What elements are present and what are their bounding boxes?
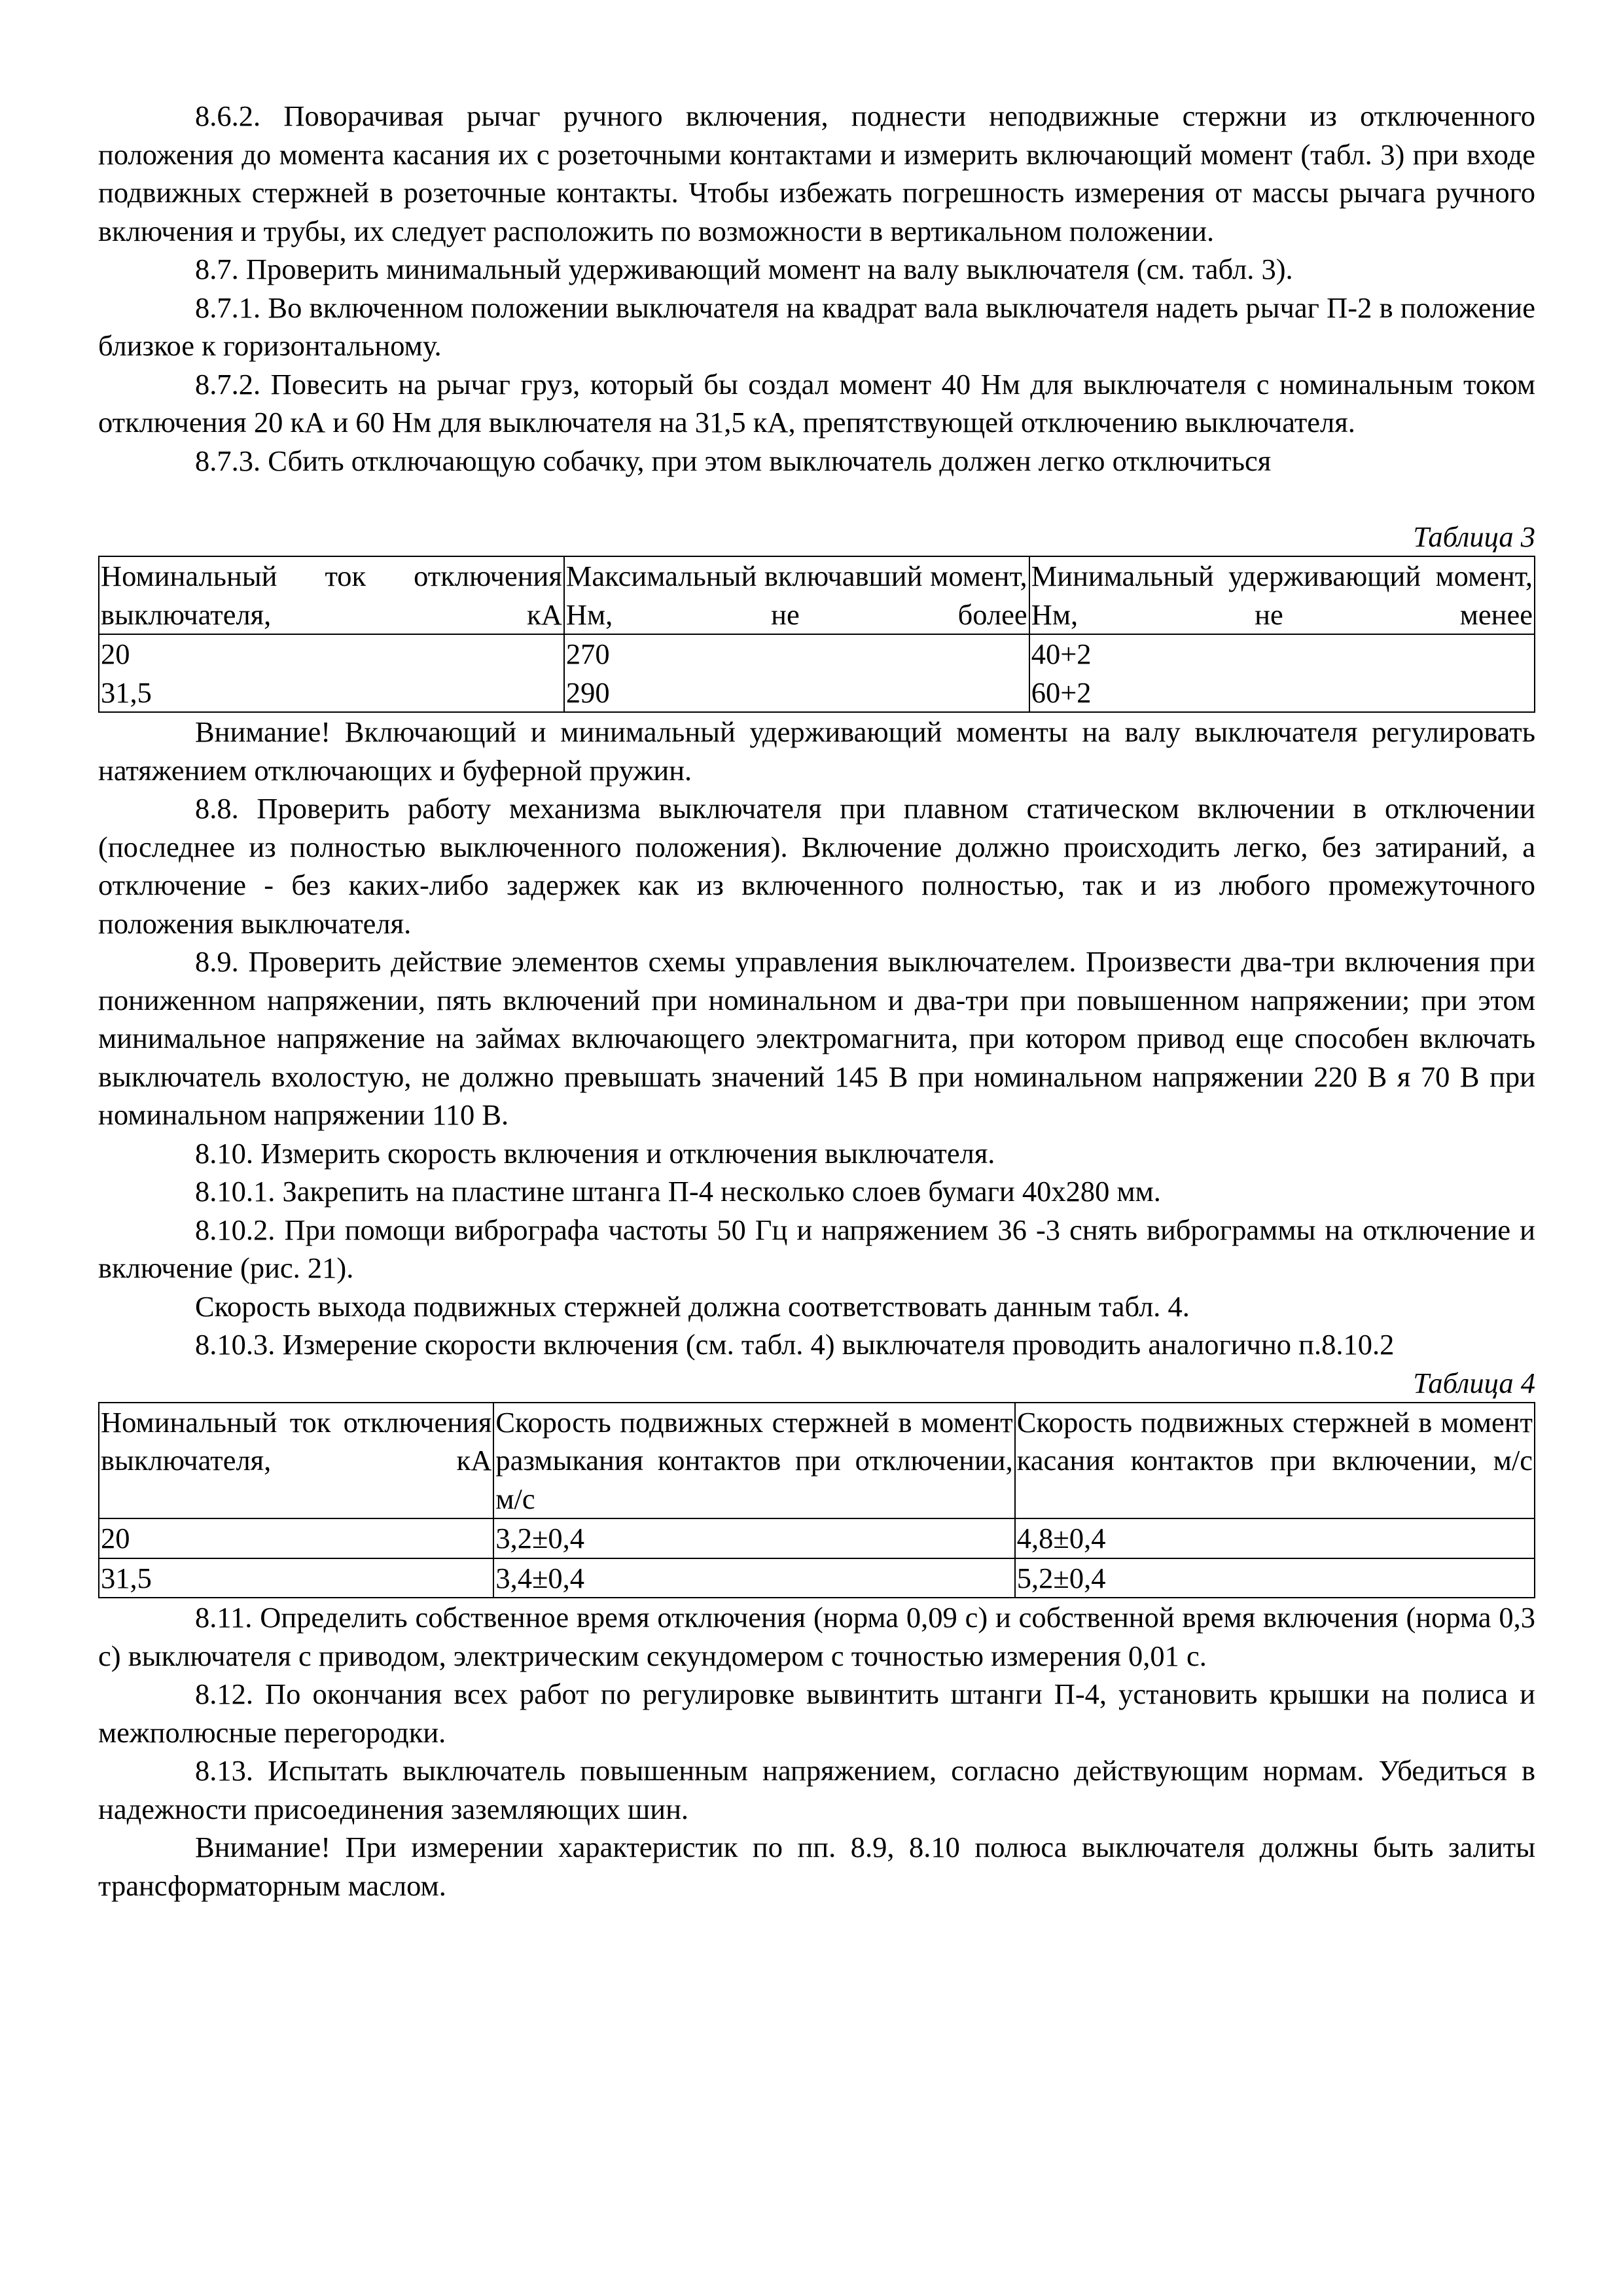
spacer <box>98 480 1535 518</box>
paragraph-8-8: 8.8. Проверить работу механизма выключателя при плавном статическом включении в отключении (последнее из полностью выключенного положения). Включение должно происходить легко, без затираний, а отключение - без каких-либо задержек как из включенного полностью, так и из любого промежуточного положения выключателя. <box>98 792 1535 940</box>
table3 <box>98 556 1535 713</box>
document-page <box>98 97 1535 1905</box>
table4-cell: 31,5 <box>99 1558 493 1598</box>
paragraph-8-7: 8.7. Проверить минимальный удерживающий момент на валу выключателя (см. табл. 3). <box>195 253 1293 285</box>
paragraph-8-7-1: 8.7.1. Во включенном положении выключателя на квадрат вала выключателя надеть рычаг П-2 в положение близкое к горизонтальному. <box>98 291 1535 362</box>
table-row <box>99 1558 1535 1598</box>
paragraph-8-10-1: 8.10.1. Закрепить на пластине штанга П-4 несколько слоев бумаги 40х280 мм. <box>195 1175 1161 1208</box>
table4-header-cell: Скорость подвижных стержней в момент размыкания контактов при отключении, м/с <box>493 1403 1014 1519</box>
table4-header-cell: Скорость подвижных стержней в момент касания контактов при включении, м/с <box>1015 1403 1535 1519</box>
table3-caption: Таблица 3 <box>1413 520 1535 553</box>
paragraph-8-10-2: 8.10.2. При помощи вибрографа частоты 50 Гц и напряжением 36 -3 снять виброграммы на отключение и включение (рис. 21). <box>98 1213 1535 1284</box>
table4-header-cell: Номинальный ток отключения выключателя, кА <box>99 1403 493 1519</box>
paragraph-warning-2: Внимание! При измерении характеристик по пп. 8.9, 8.10 полюса выключателя должны быть залиты трансформаторным маслом. <box>98 1831 1535 1902</box>
table3-cell: 270 290 <box>564 634 1029 712</box>
paragraph-8-12: 8.12. По окончания всех работ по регулировке вывинтить штанги П-4, установить крышки на полиса и межполюсные перегородки. <box>98 1677 1535 1749</box>
paragraph-8-10-3: 8.10.3. Измерение скорости включения (см. табл. 4) выключателя проводить аналогично п.8.10.2 <box>195 1328 1395 1361</box>
paragraph-8-6-2: 8.6.2. Поворачивая рычаг ручного включения, поднести неподвижные стержни из отключенного положения до момента касания их с розеточными контактами и измерить включающий момент (табл. 3) при входе подвижных стержней в розеточные контакты. Чтобы избежать погрешность измерения от массы рычага ручного включения и трубы, их следует расположить по возможности в вертикальном положении. <box>98 99 1535 247</box>
paragraph-warning-1: Внимание! Включающий и минимальный удерживающий моменты на валу выключателя регулировать натяжением отключающих и буферной пружин. <box>98 715 1535 787</box>
table4-caption: Таблица 4 <box>1413 1366 1535 1399</box>
table3-header-cell: Минимальный удерживающий момент, Нм, не менее <box>1029 556 1535 634</box>
table-row <box>99 1518 1535 1558</box>
table4-cell: 3,2±0,4 <box>493 1518 1014 1558</box>
table3-cell: 40+2 60+2 <box>1029 634 1535 712</box>
paragraph-8-7-2: 8.7.2. Повесить на рычаг груз, который бы создал момент 40 Нм для выключателя с номинальным током отключения 20 кА и 60 Нм для выключателя на 31,5 кА, препятствующей отключению выключателя. <box>98 367 1535 439</box>
table4-cell: 4,8±0,4 <box>1015 1518 1535 1558</box>
table4-cell: 20 <box>99 1518 493 1558</box>
table4-cell: 5,2±0,4 <box>1015 1558 1535 1598</box>
paragraph-8-9: 8.9. Проверить действие элементов схемы управления выключателем. Произвести два-три включения при пониженном напряжении, пять включений при номинальном и два-три при повышенном напряжении; при этом минимальное напряжение на займах включающего электромагнита, при котором привод еще способен включать выключатель вхолостую, не должно превышать значений 145 В при номинальном напряжении 220 В я 70 В при номинальном напряжении 110 В. <box>98 945 1535 1131</box>
table3-cell: 20 31,5 <box>99 634 564 712</box>
table-row <box>99 1403 1535 1519</box>
paragraph-8-10: 8.10. Измерить скорость включения и отключения выключателя. <box>195 1136 995 1170</box>
table3-header-cell: Номинальный ток отключения выключателя, кА <box>99 556 564 634</box>
paragraph-8-11: 8.11. Определить собственное время отключения (норма 0,09 с) и собственной время включения (норма 0,3 с) выключателя с приводом, электрическим секундомером с точностью измерения 0,01 с. <box>98 1601 1535 1672</box>
table4-cell: 3,4±0,4 <box>493 1558 1014 1598</box>
table4 <box>98 1402 1535 1599</box>
table-row <box>99 556 1535 634</box>
paragraph-8-13: 8.13. Испытать выключатель повышенным напряжением, согласно действующим нормам. Убедиться в надежности присоединения заземляющих шин. <box>98 1754 1535 1825</box>
paragraph-speed-note: Скорость выхода подвижных стержней должна соответствовать данным табл. 4. <box>195 1289 1190 1323</box>
table3-header-cell: Максимальный включавший момент, Нм, не более <box>564 556 1029 634</box>
table-row <box>99 634 1535 712</box>
paragraph-8-7-3: 8.7.3. Сбить отключающую собачку, при этом выключатель должен легко отключиться <box>195 444 1272 477</box>
